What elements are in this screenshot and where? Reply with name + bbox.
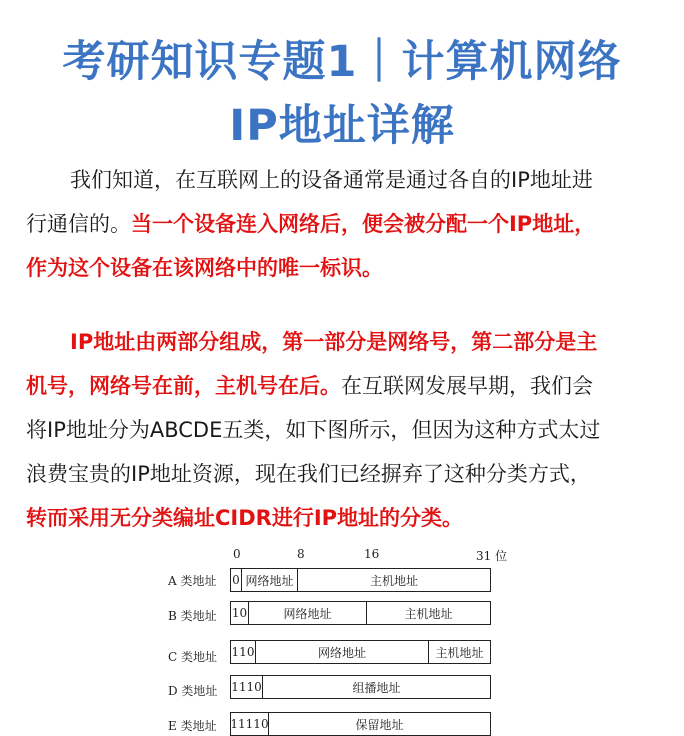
- paragraph-line: 浪费宝贵的IP地址资源，现在我们已经摒弃了这种分类方式，: [26, 462, 591, 486]
- plain-text: 在互联网发展早期，我们会: [341, 374, 593, 398]
- class-a-box: [230, 568, 491, 592]
- class-a-prefix: 0: [231, 569, 242, 591]
- highlight-text: IP地址由两部分组成，第一部分是网络号，第二部分是主: [70, 330, 598, 354]
- class-c-box: [230, 640, 491, 664]
- highlight-text: 机号，网络号在前，主机号在后。: [26, 374, 341, 398]
- class-b-host: 主机地址: [404, 606, 453, 621]
- bit-label-8: 8: [297, 547, 305, 561]
- class-d-prefix: 1110: [231, 676, 263, 698]
- page-title: 考研知识专题1｜计算机网络: [62, 37, 622, 87]
- paragraph-line: 将IP地址分为ABCDE五类，如下图所示，但因为这种方式太过: [26, 418, 601, 442]
- class-b-prefix: 10: [231, 602, 249, 624]
- class-c-host: 主机地址: [435, 645, 484, 660]
- paragraph-structure: [26, 320, 662, 540]
- class-e-prefix: 11110: [231, 713, 269, 735]
- page-subtitle: IP地址详解: [229, 101, 455, 151]
- class-d-box: [230, 675, 491, 699]
- class-c-prefix: 110: [231, 641, 256, 663]
- class-c-network: 网络地址: [256, 641, 429, 663]
- class-e-reserved: 保留地址: [355, 717, 404, 732]
- ip-class-figure: [0, 544, 684, 733]
- class-a-label: A 类地址: [168, 574, 217, 588]
- paragraph-line: 我们知道，在互联网上的设备通常是通过各自的IP地址进: [70, 168, 593, 192]
- paragraph-intro: [26, 158, 662, 290]
- class-e-box: [230, 712, 491, 736]
- paragraph-line: [26, 364, 662, 408]
- class-b-label: B 类地址: [168, 609, 217, 623]
- paragraph-line: [26, 202, 662, 246]
- plain-text: 行通信的。: [26, 212, 131, 236]
- class-d-label: D 类地址: [168, 684, 218, 698]
- highlight-text: 作为这个设备在该网络中的唯一标识。: [26, 256, 383, 280]
- bit-label-0: 0: [233, 547, 241, 561]
- bit-label-31: 31 位: [476, 549, 508, 563]
- highlight-text: 当一个设备连入网络后，便会被分配一个IP地址，: [131, 212, 596, 236]
- class-a-host: 主机地址: [369, 573, 418, 588]
- bit-label-16: 16: [364, 547, 380, 561]
- class-c-label: C 类地址: [168, 650, 217, 664]
- class-b-box: [230, 601, 491, 625]
- highlight-text: 转而采用无分类编址CIDR进行IP地址的分类。: [26, 506, 464, 530]
- class-d-multicast: 组播地址: [352, 680, 401, 695]
- class-b-network: 网络地址: [249, 602, 367, 624]
- class-a-network: 网络地址: [242, 569, 298, 591]
- class-e-label: E 类地址: [168, 719, 217, 733]
